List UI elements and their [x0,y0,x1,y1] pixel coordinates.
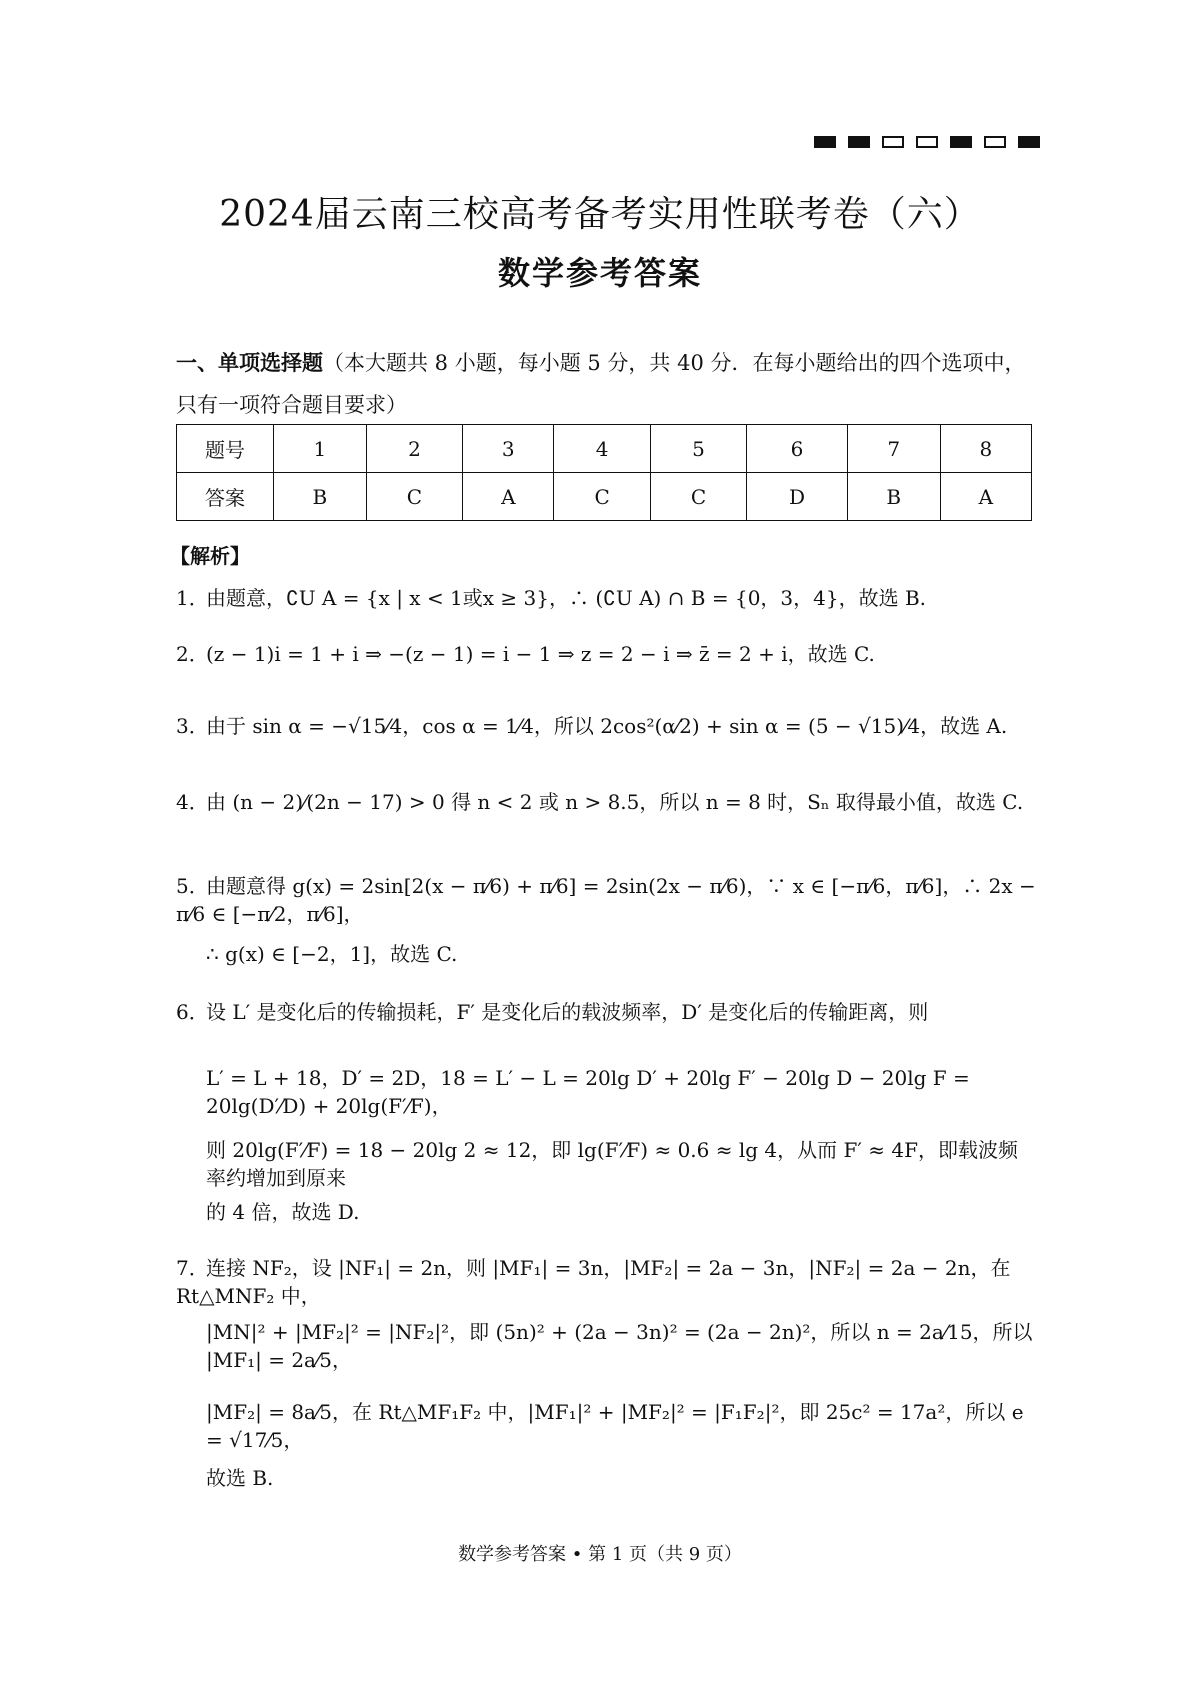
answer-cell: A [940,473,1031,521]
solution-continuation: |MF₂| = 8a⁄5，在 Rt△MF₁F₂ 中，|MF₁|² + |MF₂|² = |F₁F₂|²，即 25c² = 17a²，所以 e = √17⁄5， [206,1400,1024,1452]
document-subtitle: 数学参考答案 [497,254,702,292]
solution-continuation: L′ = L + 18，D′ = 2D，18 = L′ − L = 20lg D′ + 20lg F′ − 20lg D − 20lg F = 20lg(D′⁄D) + 20lg(F′⁄F)， [206,1066,970,1118]
question-cell: 4 [554,425,650,473]
section-heading: 一、单项选择题 [176,351,323,375]
answer-cell: C [366,473,462,521]
question-row [177,425,1032,473]
code-mark [1018,136,1040,148]
solution-number: 4． [176,790,209,814]
solution-item [176,712,1036,740]
solution-continuation: ∴ g(x) ∈ [−2，1]，故选 C. [206,942,458,966]
answer-cell: B [274,473,367,521]
question-cell: 1 [274,425,367,473]
document-title: 2024届云南三校高考备考实用性联考卷（六） [219,194,981,235]
question-cell: 5 [650,425,746,473]
code-mark [950,136,972,148]
question-cell: 2 [366,425,462,473]
page-footer: 数学参考答案 • 第 1 页（共 9 页） [458,1544,742,1565]
question-cell: 3 [463,425,554,473]
solution-continuation: 故选 B. [206,1466,274,1490]
solution-continuation: 的 4 倍，故选 D. [206,1200,360,1224]
solution-item [176,998,1036,1026]
solution-number: 1． [176,586,209,610]
solution-item [176,788,1036,816]
answer-cell: C [650,473,746,521]
answer-cell: B [847,473,940,521]
question-cell: 8 [940,425,1031,473]
answer-cell: C [554,473,650,521]
analysis-label: 【解析】 [170,544,250,568]
code-mark [916,136,938,148]
solution-text: (z − 1)i = 1 + i ⇒ −(z − 1) = i − 1 ⇒ z = 2 − i ⇒ z̄ = 2 + i，故选 C. [206,642,875,666]
answer-row [177,473,1032,521]
answer-cell: D [747,473,848,521]
solution-item [176,640,1036,668]
code-mark [984,136,1006,148]
solution-number: 5． [176,874,209,898]
code-mark [882,136,904,148]
solution-item [176,1254,1036,1310]
solution-text: 由题意，∁U A = {x | x < 1或x ≥ 3}，∴ (∁U A) ∩ B = {0，3，4}，故选 B. [206,586,927,610]
solution-item [176,872,1036,928]
solution-text: 由题意得 g(x) = 2sin[2(x − π⁄6) + π⁄6] = 2sin(2x − π⁄6)，∵ x ∈ [−π⁄6，π⁄6]，∴ 2x − π⁄6 ∈ [−π⁄2，π⁄6]， [176,874,1036,926]
solution-text: 由于 sin α = −√15⁄4，cos α = 1⁄4，所以 2cos²(α⁄2) + sin α = (5 − √15)⁄4，故选 A. [206,714,1008,738]
solution-number: 3． [176,714,209,738]
code-mark [848,136,870,148]
answer-cell: A [463,473,554,521]
answer-row-label: 答案 [177,473,274,521]
solution-text: 连接 NF₂，设 |NF₁| = 2n，则 |MF₁| = 3n，|MF₂| = 2a − 3n，|NF₂| = 2a − 2n，在 Rt△MNF₂ 中， [176,1256,1011,1308]
binding-code-marks [814,136,1040,148]
solution-item [176,584,1036,612]
section-description: （本大题共 8 小题，每小题 5 分，共 40 分．在每小题给出的四个选项中，只有一项符合题目要求） [176,351,1026,417]
code-mark [814,136,836,148]
solution-text: 设 L′ 是变化后的传输损耗，F′ 是变化后的载波频率，D′ 是变化后的传输距离，则 [206,1000,929,1024]
solution-continuation: |MN|² + |MF₂|² = |NF₂|²，即 (5n)² + (2a − 3n)² = (2a − 2n)²，所以 n = 2a⁄15，所以 |MF₁| = 2a⁄5， [206,1320,1033,1372]
question-cell: 7 [847,425,940,473]
solution-number: 6． [176,1000,209,1024]
question-cell: 6 [747,425,848,473]
solution-number: 7． [176,1256,209,1280]
answer-table [176,424,1032,521]
question-row-label: 题号 [177,425,274,473]
solution-text: 由 (n − 2)⁄(2n − 17) > 0 得 n < 2 或 n > 8.5，所以 n = 8 时，Sₙ 取得最小值，故选 C. [206,790,1024,814]
section-one-intro [176,342,1030,426]
solution-continuation: 则 20lg(F′⁄F) = 18 − 20lg 2 ≈ 12，即 lg(F′⁄F) ≈ 0.6 ≈ lg 4，从而 F′ ≈ 4F，即载波频率约增加到原来 [206,1138,1018,1190]
solution-number: 2． [176,642,209,666]
